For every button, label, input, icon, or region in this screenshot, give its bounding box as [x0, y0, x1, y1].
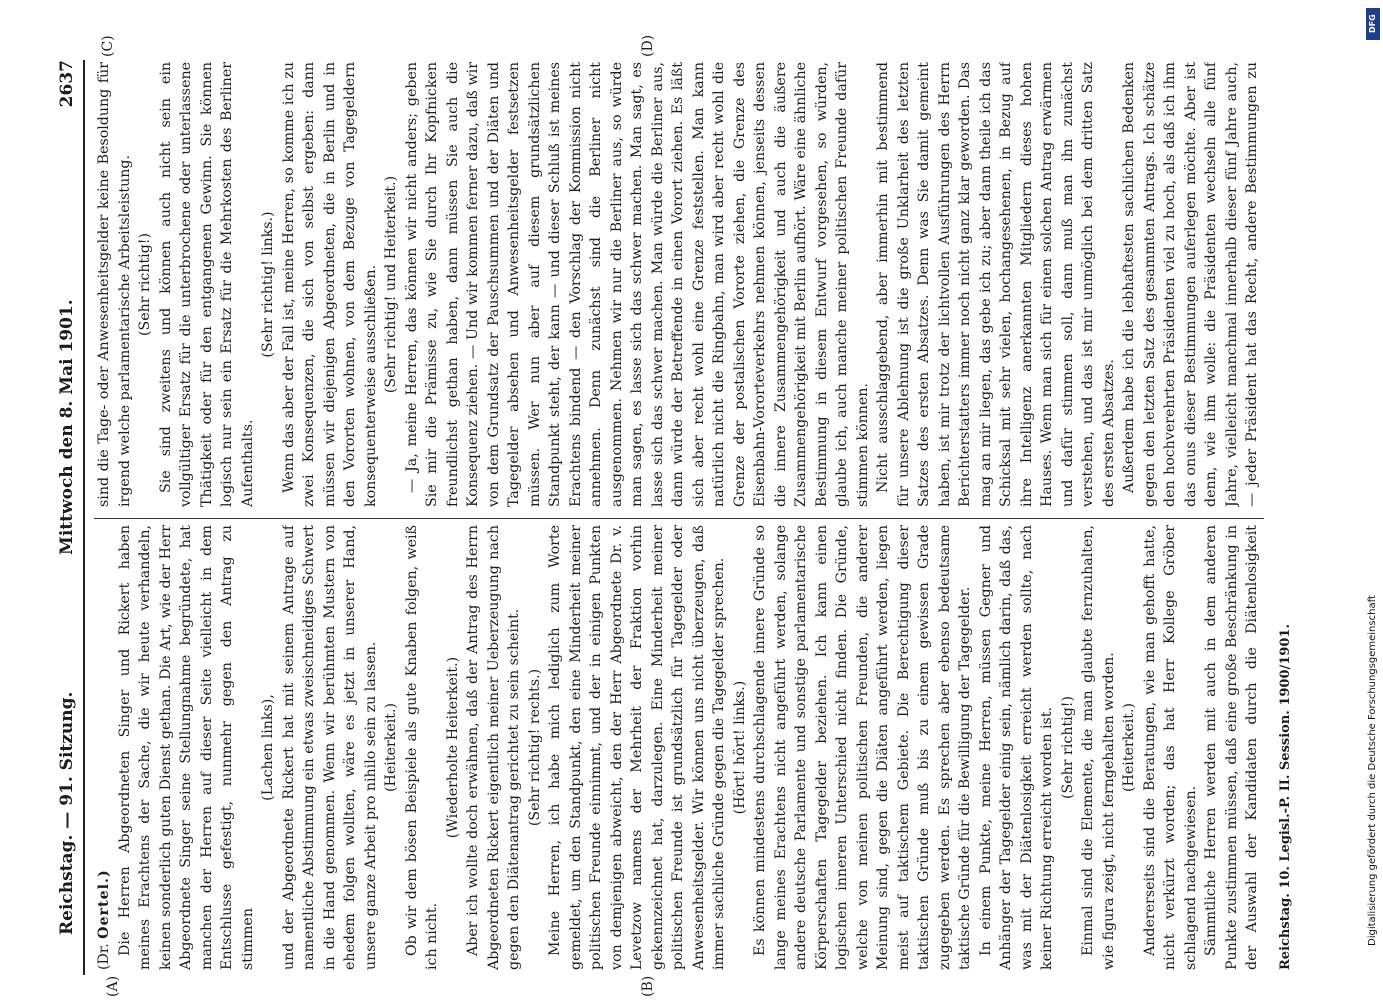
paragraph: Es können mindestens durchschlagende innere Gründe so lange meines Erachtens nicht angeführt werden, solange andere deutsche Parlamente und sonstige parlamentarische Körperschaften Tagegelder beziehen. Ich kann einen logischen inneren Unterschied nicht finden. Die Gründe, welche von meinen politischen Freunden, die anderer Meinung sind, gegen die Diäten angeführt werden, liegen meist auf taktischem Gebiete. Die Berechtigung dieser taktischen Gründe muß bis zu einem gewissen Grade zugegeben werden. Es sprechen aber ebenso bedeutsame taktische Gründe für die Bewilligung der Tagegelder.: [752, 525, 973, 970]
left-column: [94, 525, 1264, 970]
interjection: (Wiederholte Heiterkeit.): [444, 656, 461, 839]
margin-marker-d: (D): [640, 34, 656, 57]
interjection: (Heiterkeit.): [1121, 703, 1137, 792]
paragraph: Andererseits sind die Beratungen, wie man gehofft hatte, nicht verkürzt worden; das hat Herr Kollege Gröber schlagend nachgewiesen.: [1141, 525, 1199, 970]
paragraph: Einmal sind die Elemente, die man glaubte fernzuhalten, wie figura zeigt, nicht ferngehalten worden.: [1080, 525, 1117, 970]
interjection: (Lachen links),: [260, 694, 276, 801]
right-column: [94, 62, 1264, 507]
paragraph: Außerdem habe ich die lebhaftesten sachlichen Bedenken gegen den letzten Satz des gesammten Antrags. Ich schätze den hochverehrten Präsidenten viel zu hoch, als daß ich ihm das onus dieser Bestimmungen auferlegen möchte. Aber ist denn, wie ihm wolle: die Präsidenten wechseln alle fünf Jahre, vielleicht manchmal innerhalb dieser fünf Jahre auch, — jeder Präsident hat das Recht, andere Bestimmungen zu: [1121, 62, 1260, 507]
paragraph: und der Abgeordnete Rickert hat mit seinem Antrage auf namentliche Abstimmung ein etwas zweischneidiges Schwert in die Hand genommen. Wenn wir berühmten Mustern von ehedem folgen wollten, wäre es jetzt in unserer Hand, unsere ganze Arbeit pro nihilo sein zu lassen.: [280, 525, 379, 970]
margin-marker-c: (C): [100, 35, 116, 57]
paragraph: Aber ich wollte doch erwähnen, daß der Antrag des Herrn Abgeordneten Rickert eigentlich meiner Ueberzeugung nach gegen den Diätenantrag gerichtet zu sein scheint.: [465, 525, 522, 970]
header-session: Reichstag. — 91. Sitzung.: [57, 691, 77, 935]
header-date: Mittwoch den 8. Mai 1901.: [57, 299, 77, 555]
paragraph: Sämmtliche Herren werden mit auch in dem anderen Punkte zustimmen müssen, daß eine große Beschränkung in der Auswahl der Kandidaten durch die Diätenlosigkeit: [1203, 525, 1260, 970]
page-number: 2637: [57, 60, 77, 108]
footer-session-info: Reichstag. 10. Legisl.-P. II. Session. 1900/1901.: [1278, 624, 1293, 970]
margin-marker-a: (A): [105, 975, 121, 997]
paragraph: Nicht ausschlaggebend, aber immerhin mit bestimmend für unsere Ablehnung ist die große Unklarheit des letzten Satzes des ersten Absatzes. Denn was Sie damit gemeint haben, ist mir trotz der lichtvollen Ausführungen des Herrn Berichterstatters immer noch nicht ganz klar geworden. Das mag an mir liegen, das gebe ich zu; aber dann theile ich das Schicksal mit sehr vielen, hochangesehenen, in Bezug auf ihre Intelligenz anerkannten Mitgliedern dieses hohen Hauses. Wenn man sich für einen solchen Antrag erwärmen und dafür stimmen soll, dann muß man ihn zunächst verstehen, und das ist mir unmöglich bei dem dritten Satz des ersten Absatzes.: [875, 62, 1117, 507]
speaker-name: Oertel.): [96, 869, 112, 939]
margin-marker-b: (B): [640, 975, 656, 997]
paragraph: sind die Tage- oder Anwesenheitsgelder keine Besoldung für irgend welche parlamentarische Arbeitsleistung.: [96, 62, 133, 507]
dfg-credit-text: Digitalisierung gefördert durch die Deutsche Forschungsgemeinschaft: [1367, 595, 1378, 946]
paragraph: Wenn das aber der Fall ist, meine Herren, so komme ich zu zwei Konsequenzen, die sich von selbst ergeben: dann müssen wir diejenigen Abgeordneten, die in Berlin und in den Vororten wohnen, von dem Bezuge von Tagegeldern konsequenterweise ausschließen.: [280, 62, 379, 507]
paragraph: — Ja, meine Herren, das können wir nicht anders; geben Sie mir die Prämisse zu, wie Sie durch Ihr Kopfnicken freundlichst gethan haben, dann müssen Sie auch die Konsequenz ziehen. — Und wir kommen ferner dazu, daß wir von dem Grundsatz der Pauschsummen und der Diäten und Tagegelder absehen und Anwesenheitsgelder festsetzen müssen. Wer nun aber auf diesem grundsätzlichen Standpunkt steht, der kann — und dieser Schluß ist meines Erachtens bindend — den Vorschlag der Kommission nicht annehmen. Denn zunächst sind die Berliner nicht ausgenommen. Nehmen wir nur die Berliner aus, so würde man sagen, es lasse sich das schwer machen. Man sagt, es lasse sich das schwer machen. Man würde die Berliner aus, dann würde der Betreffende in einen Vorort ziehen. Es läßt sich aber recht wohl eine Grenze feststellen. Man kann natürlich nicht die Ringbahn, man wird aber recht wohl die Grenze der postalischen Vororte ziehen, die Grenze des Eisenbahn-Vororteverkehrs nehmen können, jenseits dessen die innere Zusammengehörigkeit und auch die äußere Zusammengehörigkeit mit Berlin aufhört. Wäre eine ähnliche Bestimmung in diesem Entwurf vorgesehen, so würden, glaube ich, auch manche meiner politischen Freunde dafür stimmen können.: [403, 62, 871, 507]
newspaper-page: [50, 34, 1350, 997]
paragraph: Meine Herren, ich habe mich lediglich zum Worte gemeldet, um den Standpunkt, den eine Minderheit meiner politischen Freunde einnimmt, und der in einigen Punkten von demjenigen abweicht, den der Herr Abgeordnete Dr. v. Levetzow namens der Mehrheit der Fraktion vorhin gekennzeichnet hat, darzulegen. Eine Minderheit meiner politischen Freunde ist grundsätzlich für Tagegelder oder Anwesenheitsgelder. Wir können uns nicht überzeugen, daß immer sachliche Gründe gegen die Tagegelder sprechen.: [547, 525, 727, 970]
paragraph: In einem Punkte, meine Herren, müssen Gegner und Anhänger der Tagegelder einig sein, nämlich darin, daß das, was mit der Diätenlosigkeit erreicht werden sollte, nach keiner Richtung erreicht worden ist.: [977, 525, 1055, 970]
interjection: (Sehr richtig!): [137, 232, 153, 337]
paragraph: Die Herren Abgeordneten Singer und Rickert haben meines Erachtens der Sache, die wir heute verhandeln, keinen sonderlich guten Dienst gethan. Die Art, wie der Herr Abgeordnete Singer seine Stellungnahme begründete, hat manchen der Herren auf dieser Seite vielleicht in dem Entschlusse gefestigt, nunmehr gegen den Antrag zu stimmen: [116, 525, 256, 970]
interjection: (Sehr richtig! rechts.): [526, 668, 543, 827]
paragraph: Sie sind zweitens und können auch nicht sein ein vollgültiger Ersatz für die unterbrochene oder unterlassene Thätigkeit oder für den entgangenen Gewinn. Sie können logisch nur sein ein Ersatz für die Mehrkosten des Berliner Aufenthalts.: [157, 62, 256, 507]
page-header: [55, 60, 85, 975]
interjection: (Sehr richtig! links.): [260, 211, 276, 358]
interjection: (Hört! hört! links.): [731, 680, 748, 815]
interjection: (Sehr richtig!): [1059, 695, 1076, 800]
interjection: (Heiterkeit.): [383, 703, 399, 792]
page-footer: [1278, 65, 1318, 970]
paragraph: Ob wir dem bösen Beispiele als gute Knaben folgen, weiß ich nicht.: [403, 525, 440, 970]
speaker-prefix: (Dr.: [96, 943, 112, 970]
speaker-line: [94, 525, 115, 970]
dfg-logo: DFG: [1366, 8, 1380, 40]
interjection: (Sehr richtig! und Heiterkeit.): [383, 175, 399, 394]
column-divider: [94, 518, 1264, 519]
